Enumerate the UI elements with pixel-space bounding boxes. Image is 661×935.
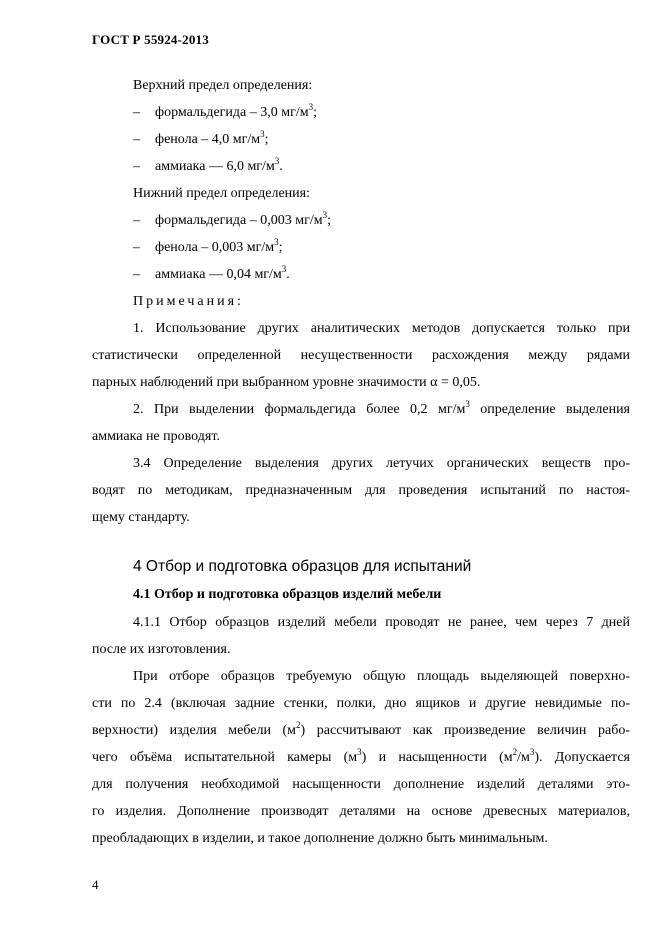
para-selection-line7: преобладающих в изделии, и такое дополнение должно быть минимальным. xyxy=(92,831,548,846)
list-dash: – xyxy=(133,159,140,174)
note1-line3: парных наблюдений при выбранном уровне значимости α = 0,05. xyxy=(92,375,481,390)
para-3-4-line3: щему стандарту. xyxy=(92,510,190,525)
lower-limit-title: Нижний предел определения: xyxy=(133,186,310,201)
para-3-4-line1: 3.4 Определение выделения других летучих органических веществ про- xyxy=(133,456,630,471)
list-dash: – xyxy=(133,240,140,255)
document-code-header: ГОСТ Р 55924-2013 xyxy=(92,32,209,47)
list-dash: – xyxy=(133,213,140,228)
upper-limit-title: Верхний предел определения: xyxy=(133,78,313,93)
para-4-1-1-line2: после их изготовления. xyxy=(92,642,231,657)
para-selection-line2: сти по 2.4 (включая задние стенки, полки, дно ящиков и другие невидимые по- xyxy=(92,696,630,711)
para-selection-line1: При отборе образцов требуемую общую площадь выделяющей поверхно- xyxy=(133,669,630,684)
page-number: 4 xyxy=(92,877,99,892)
list-item-formaldehyde-upper: формальдегида – 3,0 $мг/м^3$; xyxy=(155,102,317,120)
list-item-phenol-lower: фенола – 0,003 $мг/м^3$; xyxy=(155,237,283,255)
list-item-ammonia-upper: аммиака — 6,0 $мг/м^3$. xyxy=(155,156,283,174)
para-selection-line5: для получения необходимой насыщенности дополнение изделий деталями это- xyxy=(92,777,630,792)
para-4-1-1-line1: 4.1.1 Отбор образцов изделий мебели проводят не ранее, чем через 7 дней xyxy=(133,615,630,630)
para-selection-line3: верхности) изделия мебели $(м^2)$ рассчитывают как произведение величин рабо- xyxy=(92,720,630,738)
note2-line2: аммиака не проводят. xyxy=(92,429,220,444)
note1-line1: 1. Использование других аналитических методов допускается только при xyxy=(133,321,630,336)
list-item-phenol-upper: фенола – 4,0 $мг/м^3$; xyxy=(155,129,269,147)
para-3-4-line2: водят по методикам, предназначенным для проведения испытаний по настоя- xyxy=(92,483,630,498)
note1-line2: статистически определенной несущественности расхождения между рядами xyxy=(92,348,630,363)
para-selection-line6: го изделия. Дополнение производят деталями на основе древесных материалов, xyxy=(92,804,630,819)
list-item-ammonia-lower: аммиака — 0,04 $мг/м^3$. xyxy=(155,264,290,282)
note2-line1: 2. При выделении формальдегида более 0,2 $мг/м^3$ определение выделения xyxy=(133,399,630,417)
subsection-4-1-heading: 4.1 Отбор и подготовка образцов изделий мебели xyxy=(133,587,442,602)
list-item-formaldehyde-lower: формальдегида – 0,003 $мг/м^3$; xyxy=(155,210,331,228)
list-dash: – xyxy=(133,105,140,120)
section-4-heading: 4 Отбор и подготовка образцов для испытаний xyxy=(133,558,472,575)
list-dash: – xyxy=(133,132,140,147)
para-selection-line4: чего объёма испытательной камеры $(м^3)$ и насыщенности $(м^2/м^3)$. Допускается xyxy=(92,747,631,765)
notes-title: Примечания: xyxy=(133,294,244,309)
list-dash: – xyxy=(133,267,140,282)
